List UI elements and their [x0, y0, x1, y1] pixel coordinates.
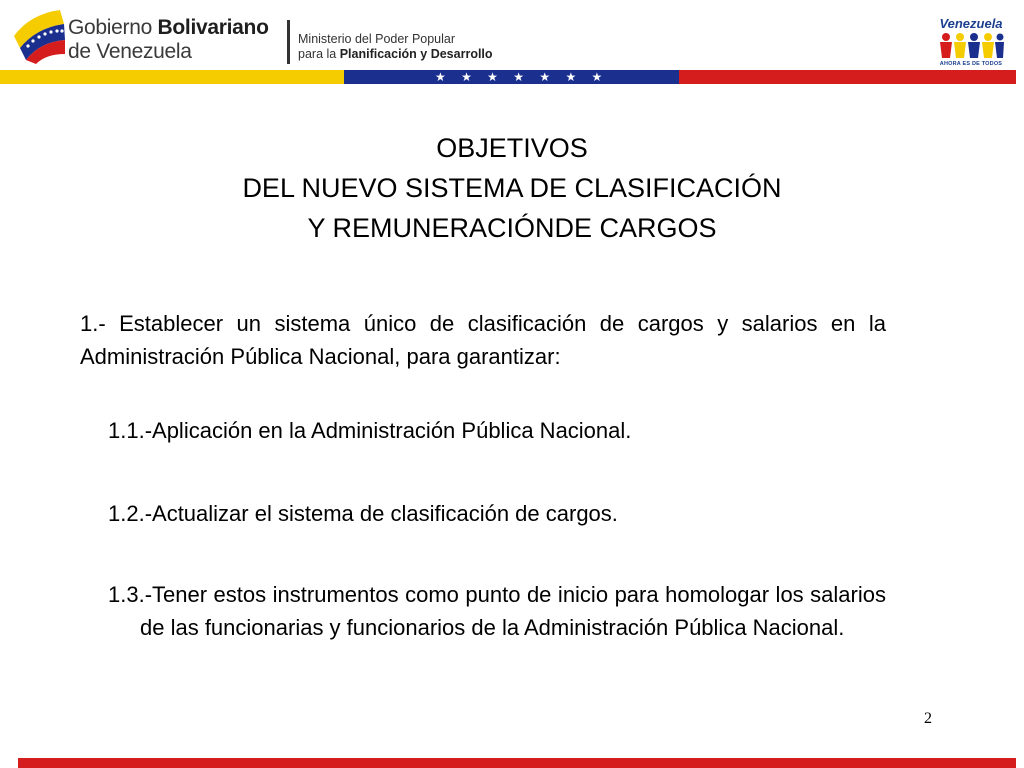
title-line2: DEL NUEVO SISTEMA DE CLASIFICACIÓN — [242, 173, 782, 203]
gov-line2: de Venezuela — [68, 40, 192, 63]
title-line1: OBJETIVOS — [436, 133, 588, 163]
people-figures-icon — [938, 32, 1004, 60]
stripe-red — [679, 70, 1016, 84]
gov-line1-bold: Bolivariano — [157, 16, 269, 39]
ministry-name — [298, 32, 493, 62]
bottom-red-bar — [18, 758, 1016, 768]
stripe-yellow — [0, 70, 344, 84]
main-objective: 1.- Establecer un sistema único de clasificación de cargos y salarios en la Administración Pública Nacional, para garantizar: — [80, 311, 886, 369]
stars-row-icon: ★ ★ ★ ★ ★ ★ ★ — [435, 70, 609, 84]
title-line3: Y REMUNERACIÓNDE CARGOS — [307, 213, 717, 243]
venezuela-flag-logo-icon — [10, 6, 66, 64]
header-divider — [287, 20, 290, 64]
gov-line1-regular: Gobierno — [68, 16, 158, 39]
page-number: 2 — [924, 710, 932, 727]
slide-header — [0, 0, 1024, 86]
ministry-line2-regular: para la — [298, 47, 340, 61]
slide-title — [0, 128, 1024, 248]
venezuela-ahora-es-de-todos-logo — [934, 16, 1008, 70]
sub-objective-2: 1.2.-Actualizar el sistema de clasificación de cargos. — [108, 501, 618, 526]
sub-objective-3: 1.3.-Tener estos instrumentos como punto de inicio para homologar los salarios de las funcionarias y funcionarios de la Administración Pública Nacional. — [108, 582, 886, 640]
ministry-line1: Ministerio del Poder Popular — [298, 32, 456, 46]
right-logo-subtitle: AHORA ES DE TODOS — [939, 61, 1003, 67]
ministry-line2-bold: Planificación y Desarrollo — [339, 47, 493, 61]
right-logo-title: Venezuela — [939, 16, 1003, 31]
government-name — [68, 16, 269, 64]
sub-objective-1: 1.1.-Aplicación en la Administración Pública Nacional. — [108, 418, 632, 443]
